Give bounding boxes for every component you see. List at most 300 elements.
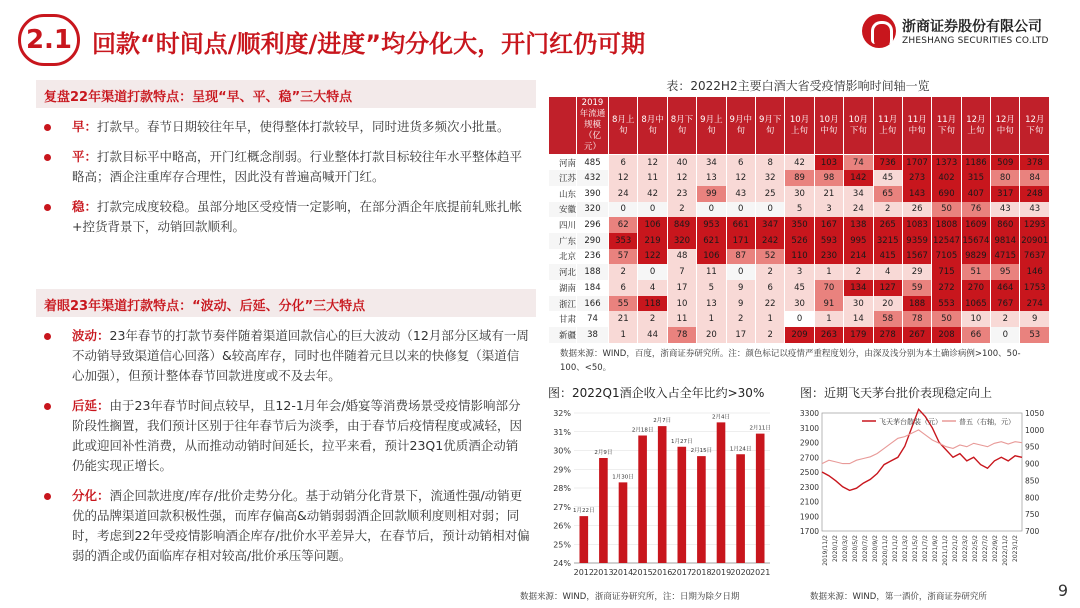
table-cell: 91	[814, 296, 843, 312]
table-cell: 24	[844, 202, 873, 218]
table-cell: 5	[697, 280, 726, 296]
table-cell: 14	[844, 311, 873, 327]
y-left-tick-label: 3100	[799, 423, 819, 433]
table-cell: 1373	[932, 155, 961, 171]
table-cell: 1065	[961, 296, 990, 312]
table-header-cell	[549, 97, 577, 155]
y-left-tick-label: 2700	[799, 453, 819, 463]
bullet-item	[40, 396, 530, 476]
table-cell: 995	[844, 233, 873, 249]
chart2-title: 图：近期飞天茅台批价表现稳定向上	[800, 386, 993, 400]
y-left-tick-label: 2500	[799, 468, 819, 477]
table-cell: 84	[1020, 170, 1050, 186]
table-header-cell: 12月下旬	[1020, 97, 1050, 155]
table-cell: 57	[609, 249, 638, 265]
y-right-tick-label: 700	[1025, 527, 1040, 536]
table-cell: 138	[844, 217, 873, 233]
bullet-keyword: 平：	[72, 149, 98, 164]
section1-title: 复盘22年渠道打款特点：呈现“早、平、稳”三大特点	[36, 80, 536, 108]
table-cell: 142	[844, 170, 873, 186]
bar	[619, 482, 628, 563]
province-cell: 广东	[549, 233, 577, 249]
table-cell: 78	[902, 311, 931, 327]
table-cell: 0	[785, 311, 814, 327]
page-title: 回款“时间点/顺利度/进度”均分化大，开门红仍可期	[92, 30, 646, 58]
table-cell: 58	[873, 311, 902, 327]
table-header-cell: 10月上旬	[785, 97, 814, 155]
bar-data-label: 1月22日	[573, 508, 595, 515]
table-header-cell: 11月上旬	[873, 97, 902, 155]
table-cell: 11	[638, 170, 667, 186]
province-cell: 北京	[549, 249, 577, 265]
table-header-cell: 10月中旬	[814, 97, 843, 155]
table-cell: 0	[638, 202, 667, 218]
table-cell: 464	[991, 280, 1020, 296]
table-row	[549, 327, 1050, 343]
table-cell: 10	[667, 296, 696, 312]
table-cell: 20901	[1020, 233, 1050, 249]
table-cell: 78	[667, 327, 696, 343]
table-cell: 2	[667, 202, 696, 218]
y-tick-label: 32%	[553, 409, 571, 418]
y-right-tick-label: 750	[1025, 510, 1040, 520]
table-cell: 2	[755, 264, 784, 280]
table-cell: 2	[991, 311, 1020, 327]
table-cell: 20	[697, 327, 726, 343]
table-cell: 2	[844, 264, 873, 280]
table-cell: 860	[991, 217, 1020, 233]
bullet-dot-icon	[44, 493, 51, 500]
table-cell: 25	[755, 186, 784, 202]
table-cell: 2	[609, 264, 638, 280]
table-cell: 274	[1020, 296, 1050, 312]
bullet-keyword: 早：	[72, 119, 98, 134]
bullet-text: 打款目标平中略高，开门红概念削弱。行业整体打款目标较往年水平整体趋平略高；酒企注重库存合理性，因此没有普遍高喊开门红。	[72, 149, 523, 184]
table-cell: 263	[814, 327, 843, 343]
chart2-source: 数据来源：WIND，第一酒价，浙商证券研究所	[810, 592, 987, 602]
table-row	[549, 296, 1050, 312]
table-cell: 38	[577, 327, 609, 343]
table-cell: 118	[638, 296, 667, 312]
y-right-tick-label: 1000	[1025, 425, 1045, 435]
table-cell: 12	[609, 170, 638, 186]
bullet-item	[40, 197, 530, 237]
table-cell: 593	[814, 233, 843, 249]
logo-name-cn: 浙商证券股份有限公司	[902, 19, 1042, 35]
y-left-tick-label: 2100	[799, 497, 819, 507]
x-tick-label: 2021	[750, 568, 771, 577]
table-cell: 1707	[902, 155, 931, 171]
y-left-tick-label: 1900	[799, 512, 819, 522]
table-cell: 953	[697, 217, 726, 233]
chart1-source: 数据来源：WIND，浙商证券研究所，注：日期为除夕日期	[520, 592, 740, 602]
table-cell: 265	[873, 217, 902, 233]
legend-label: 普五（右轴，元）	[959, 418, 1015, 426]
chart1-title: 图：2022Q1酒企收入占全年比约>30%	[548, 386, 765, 400]
table-cell: 30	[785, 186, 814, 202]
table-cell: 767	[991, 296, 1020, 312]
bullet-keyword: 波动：	[72, 328, 110, 343]
x-tick-label: 2020/11/2	[882, 535, 889, 566]
table-cell: 62	[609, 217, 638, 233]
table-cell: 43	[1020, 202, 1050, 218]
table-row	[549, 170, 1050, 186]
table-cell: 9	[726, 296, 755, 312]
table-cell: 74	[577, 311, 609, 327]
x-tick-label: 2023/1/2	[1012, 535, 1019, 562]
x-tick-label: 2021/5/2	[912, 535, 919, 562]
bar-data-label: 2月9日	[594, 450, 613, 456]
table-cell: 1808	[932, 217, 961, 233]
table-cell: 3215	[873, 233, 902, 249]
x-tick-label: 2017	[671, 568, 692, 577]
table-row	[549, 249, 1050, 265]
table-cell: 11	[697, 264, 726, 280]
bar-data-label: 1月24日	[729, 446, 752, 453]
y-left-tick-label: 2300	[799, 482, 819, 492]
table-row	[549, 155, 1050, 171]
section1-bullets	[40, 117, 530, 247]
table-cell: 0	[991, 327, 1020, 343]
table-cell: 1567	[902, 249, 931, 265]
x-tick-label: 2014	[612, 568, 634, 577]
bar	[736, 454, 745, 563]
y-tick-label: 25%	[553, 540, 571, 550]
bullet-text: 打款完成度较稳。虽部分地区受疫情一定影响，在部分酒企年底提前轧账扎帐+控货背景下，动销回款顺利。	[72, 199, 523, 234]
bar-data-label: 2月18日	[631, 427, 654, 434]
revenue-share-bar-chart	[540, 405, 780, 585]
table-cell: 736	[873, 155, 902, 171]
province-cell: 浙江	[549, 296, 577, 312]
table-cell: 715	[932, 264, 961, 280]
x-tick-label: 2015	[632, 568, 653, 577]
epidemic-timeline-table	[548, 96, 1050, 343]
table-cell: 184	[577, 280, 609, 296]
table-cell: 9829	[961, 249, 990, 265]
table-cell: 2	[755, 327, 784, 343]
table-cell: 43	[726, 186, 755, 202]
logo-icon	[862, 14, 896, 48]
table-cell: 52	[755, 249, 784, 265]
section2-bullets	[40, 326, 530, 576]
company-logo	[862, 14, 1062, 56]
province-cell: 四川	[549, 217, 577, 233]
y-right-tick-label: 900	[1025, 459, 1040, 469]
table-cell: 219	[638, 233, 667, 249]
table-cell: 0	[726, 202, 755, 218]
table-header-cell: 11月中旬	[902, 97, 931, 155]
table-cell: 270	[961, 280, 990, 296]
table-header-cell: 11月下旬	[932, 97, 961, 155]
table-cell: 143	[902, 186, 931, 202]
table-cell: 171	[726, 233, 755, 249]
bar	[677, 447, 686, 563]
table-cell: 34	[844, 186, 873, 202]
x-tick-label: 2013	[593, 568, 614, 577]
bar-data-label: 2月15日	[690, 448, 713, 455]
table-cell: 690	[932, 186, 961, 202]
table-cell: 2	[726, 311, 755, 327]
table-cell: 99	[697, 186, 726, 202]
table-cell: 87	[726, 249, 755, 265]
table-cell: 320	[577, 202, 609, 218]
bullet-dot-icon	[44, 333, 51, 340]
table-cell: 17	[726, 327, 755, 343]
y-left-tick-label: 2900	[799, 438, 819, 448]
table-cell: 9	[1020, 311, 1050, 327]
table-cell: 402	[932, 170, 961, 186]
table-cell: 98	[814, 170, 843, 186]
table-cell: 44	[638, 327, 667, 343]
table-cell: 209	[785, 327, 814, 343]
table-cell: 290	[577, 233, 609, 249]
x-tick-label: 2021/9/2	[932, 535, 939, 562]
table-cell: 21	[814, 186, 843, 202]
table-cell: 6	[726, 155, 755, 171]
province-cell: 河北	[549, 264, 577, 280]
table-cell: 29	[902, 264, 931, 280]
table-row	[549, 311, 1050, 327]
y-tick-label: 28%	[553, 484, 571, 493]
table-cell: 267	[902, 327, 931, 343]
table-header-cell: 12月上旬	[961, 97, 990, 155]
table-cell: 509	[991, 155, 1020, 171]
province-cell: 安徽	[549, 202, 577, 218]
table-cell: 167	[814, 217, 843, 233]
x-tick-label: 2022/9/2	[992, 535, 999, 562]
bar-data-label: 1月30日	[612, 474, 634, 481]
table-cell: 166	[577, 296, 609, 312]
bar	[756, 434, 765, 563]
bullet-item	[40, 117, 530, 137]
province-cell: 新疆	[549, 327, 577, 343]
table-cell: 0	[609, 202, 638, 218]
x-tick-label: 2021/3/2	[902, 535, 909, 562]
table-cell: 53	[1020, 327, 1050, 343]
table-cell: 103	[814, 155, 843, 171]
table-cell: 95	[991, 264, 1020, 280]
table-cell: 2	[873, 202, 902, 218]
table-cell: 1293	[1020, 217, 1050, 233]
table-cell: 26	[902, 202, 931, 218]
y-tick-label: 24%	[553, 559, 571, 568]
bullet-text: 打款早。春节日期较往年早，使得整体打款较早，同时进货多频次小批量。	[97, 119, 510, 134]
y-right-tick-label: 800	[1025, 493, 1040, 503]
bar-data-label: 2月11日	[749, 425, 771, 432]
table-cell: 8	[755, 155, 784, 171]
table-cell: 208	[932, 327, 961, 343]
series-line	[822, 430, 1022, 464]
table-cell: 2	[638, 311, 667, 327]
table-cell: 188	[577, 264, 609, 280]
x-tick-label: 2016	[652, 568, 673, 577]
table-cell: 48	[667, 249, 696, 265]
bar	[658, 426, 667, 563]
table-header-cell: 9月下旬	[755, 97, 784, 155]
province-cell: 甘肃	[549, 311, 577, 327]
table-cell: 110	[785, 249, 814, 265]
table-cell: 17	[667, 280, 696, 296]
table-cell: 22	[755, 296, 784, 312]
table-cell: 43	[991, 202, 1020, 218]
table-cell: 5	[785, 202, 814, 218]
table-cell: 1753	[1020, 280, 1050, 296]
table-cell: 553	[932, 296, 961, 312]
x-tick-label: 2020/7/2	[862, 535, 869, 562]
table-cell: 50	[932, 202, 961, 218]
table-cell: 353	[609, 233, 638, 249]
table-cell: 51	[961, 264, 990, 280]
table-cell: 849	[667, 217, 696, 233]
y-tick-label: 30%	[553, 446, 571, 456]
table-cell: 34	[697, 155, 726, 171]
table-cell: 248	[1020, 186, 1050, 202]
bar	[717, 422, 726, 563]
table-row	[549, 264, 1050, 280]
x-tick-label: 2020/9/2	[872, 535, 879, 562]
table-cell: 24	[609, 186, 638, 202]
bullet-text: 酒企回款进度/库存/批价走势分化。基于动销分化背景下，流通性强/动销更优的品牌渠道回款积极性强，而库存偏高&动销弱弱酒企回款顺利度则相对弱；同时，考虑到22年受疫情影响酒企库存/批价水平差异大，在春节后，预计动销相对偏弱的酒企或仍面临库存相对较高/批价承压等问题。	[72, 488, 530, 563]
bullet-item	[40, 326, 530, 386]
x-tick-label: 2019	[710, 568, 732, 577]
table-cell: 1	[609, 327, 638, 343]
table-cell: 1083	[902, 217, 931, 233]
table-cell: 40	[667, 155, 696, 171]
table-cell: 317	[991, 186, 1020, 202]
table-cell: 485	[577, 155, 609, 171]
table-cell: 6	[609, 280, 638, 296]
table-cell: 273	[902, 170, 931, 186]
table-cell: 4	[873, 264, 902, 280]
table-cell: 80	[991, 170, 1020, 186]
table-cell: 315	[961, 170, 990, 186]
table-row	[549, 280, 1050, 296]
x-tick-label: 2022/3/2	[962, 535, 969, 562]
table-row	[549, 202, 1050, 218]
table-cell: 661	[726, 217, 755, 233]
table-cell: 15674	[961, 233, 990, 249]
table-cell: 7637	[1020, 249, 1050, 265]
bullet-dot-icon	[44, 124, 51, 131]
table-cell: 7	[667, 264, 696, 280]
table-cell: 320	[667, 233, 696, 249]
bullet-keyword: 后延：	[72, 398, 110, 413]
table-header-row	[549, 97, 1050, 155]
table-cell: 12	[667, 170, 696, 186]
table-cell: 242	[755, 233, 784, 249]
table-cell: 3	[814, 202, 843, 218]
table-header-cell: 9月上旬	[697, 97, 726, 155]
x-tick-label: 2021/7/2	[922, 535, 929, 562]
x-tick-label: 2020/3/2	[842, 535, 849, 562]
table-cell: 0	[638, 264, 667, 280]
x-tick-label: 2022/1/2	[952, 535, 959, 562]
x-tick-label: 2018	[691, 568, 712, 577]
table-header-cell: 12月中旬	[991, 97, 1020, 155]
x-tick-label: 2019/11/2	[822, 535, 829, 566]
table-cell: 9814	[991, 233, 1020, 249]
bullet-dot-icon	[44, 204, 51, 211]
province-cell: 湖南	[549, 280, 577, 296]
table-cell: 188	[902, 296, 931, 312]
table-cell: 42	[785, 155, 814, 171]
y-right-tick-label: 1050	[1025, 409, 1045, 418]
table-header-cell: 9月中旬	[726, 97, 755, 155]
bullet-keyword: 稳：	[72, 199, 98, 214]
bar	[579, 516, 588, 563]
table-cell: 0	[697, 202, 726, 218]
x-tick-label: 2022/7/2	[982, 535, 989, 562]
table-cell: 0	[755, 202, 784, 218]
bar-data-label: 1月27日	[671, 438, 693, 445]
table-cell: 70	[814, 280, 843, 296]
table-cell: 4715	[991, 249, 1020, 265]
table-cell: 9359	[902, 233, 931, 249]
moutai-price-line-chart	[790, 405, 1060, 588]
x-tick-label: 2021/11/2	[942, 535, 949, 566]
table-cell: 12	[726, 170, 755, 186]
table-title: 表：2022H2主要白酒大省受疫情影响时间轴一览	[666, 79, 930, 93]
table-cell: 13	[697, 296, 726, 312]
bar-data-label: 2月4日	[712, 414, 730, 421]
table-cell: 1	[814, 264, 843, 280]
table-cell: 32	[755, 170, 784, 186]
table-cell: 1	[697, 311, 726, 327]
table-cell: 30	[785, 296, 814, 312]
table-cell: 59	[902, 280, 931, 296]
table-cell: 55	[609, 296, 638, 312]
table-cell: 12547	[932, 233, 961, 249]
province-cell: 山东	[549, 186, 577, 202]
table-header-cell: 10月下旬	[844, 97, 873, 155]
section2-title: 着眼23年渠道打款特点：“波动、后延、分化”三大特点	[36, 289, 536, 317]
bullet-text: 由于23年春节时间点较早，且12-1月年会/婚宴等消费场景受疫情影响部分阶段性搁置，我们预计区别于往年春节后为淡季，由于春节后疫情程度或减轻，因此或迎回补性消费，从而推动动销时间延长，拉平来看，预计23Q1优质酒企动销仍能实现正增长。	[72, 398, 523, 473]
plot-frame	[822, 413, 1022, 531]
table-cell: 7105	[932, 249, 961, 265]
bullet-dot-icon	[44, 154, 51, 161]
table-cell: 390	[577, 186, 609, 202]
table-cell: 65	[873, 186, 902, 202]
table-cell: 106	[638, 217, 667, 233]
x-tick-label: 2020/5/2	[852, 535, 859, 562]
bullet-keyword: 分化：	[72, 488, 110, 503]
table-cell: 347	[755, 217, 784, 233]
x-tick-label: 2022/5/2	[972, 535, 979, 562]
table-cell: 21	[609, 311, 638, 327]
table-cell: 23	[667, 186, 696, 202]
table-row	[549, 217, 1050, 233]
page-number: 9	[1057, 581, 1068, 600]
table-cell: 45	[873, 170, 902, 186]
table-cell: 621	[697, 233, 726, 249]
x-tick-label: 2022/11/2	[1002, 535, 1009, 566]
bullet-item	[40, 486, 530, 566]
table-cell: 407	[961, 186, 990, 202]
y-tick-label: 26%	[553, 521, 571, 531]
bar	[638, 436, 647, 564]
logo-name-en: ZHESHANG SECURITIES CO.LTD	[902, 36, 1049, 46]
table-cell: 1186	[961, 155, 990, 171]
table-cell: 1	[755, 311, 784, 327]
table-cell: 106	[697, 249, 726, 265]
y-tick-label: 29%	[553, 465, 571, 475]
table-cell: 20	[873, 296, 902, 312]
table-cell: 42	[638, 186, 667, 202]
table-cell: 11	[667, 311, 696, 327]
x-tick-label: 2012	[573, 568, 594, 577]
table-header-cell: 8月下旬	[667, 97, 696, 155]
table-cell: 12	[638, 155, 667, 171]
